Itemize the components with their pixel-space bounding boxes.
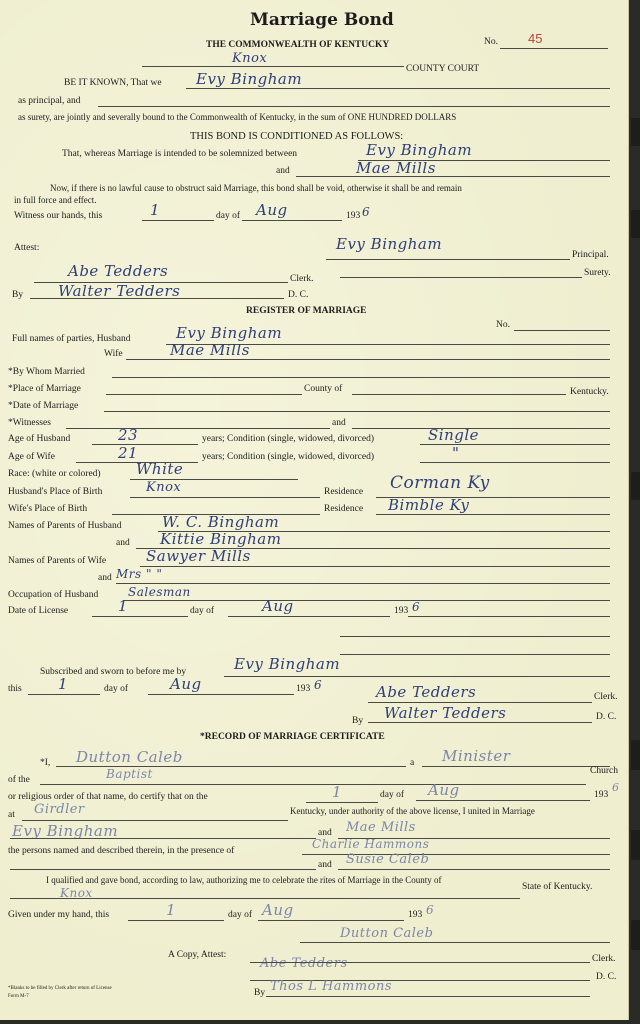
years-condition-label-2: years; Condition (single, widowed, divorced) xyxy=(202,452,375,462)
cert-and2-label: and xyxy=(318,860,332,870)
bond-number: 45 xyxy=(528,31,543,46)
officiant-signature: Dutton Caleb xyxy=(340,926,434,941)
groom-handwritten: Evy Bingham xyxy=(12,822,119,840)
bond-month-handwritten: Aug xyxy=(256,201,288,219)
given-year-handwritten: 6 xyxy=(426,903,435,917)
bond-dc-signature: Walter Tedders xyxy=(58,282,181,300)
form-number: Form M-7 xyxy=(8,994,29,999)
witness1-handwritten: Charlie Hammons xyxy=(312,837,430,851)
witness-text: Witness our hands, this xyxy=(14,211,103,221)
register-heading: REGISTER OF MARRIAGE xyxy=(246,306,367,316)
bond-year-handwritten: 6 xyxy=(362,205,371,219)
bond-year-prefix: 193 xyxy=(346,211,361,221)
copy-clerk-label: Clerk. xyxy=(592,954,616,964)
subscribed-text: Subscribed and sworn to before me by xyxy=(40,667,187,677)
bond-and-label: and xyxy=(276,166,290,176)
county-court-label: COUNTY COURT xyxy=(406,64,480,74)
occupation-handwritten: Salesman xyxy=(128,585,191,599)
occupation-label: Occupation of Husband xyxy=(8,590,99,600)
footer-note: *Blanks to be filled by Clerk after return of License xyxy=(8,986,112,991)
given-month-handwritten: Aug xyxy=(262,901,294,919)
bond-clerk-signature: Abe Tedders xyxy=(68,262,169,280)
wife-residence-label: Residence xyxy=(324,504,364,514)
sworn-clerk-signature: Abe Tedders xyxy=(376,683,477,701)
wife-residence-handwritten: Bimble Ky xyxy=(388,496,470,514)
parents-wife-2-handwritten: Mrs " " xyxy=(116,567,163,581)
bond-by-label: By xyxy=(12,290,24,300)
by-whom-label: *By Whom Married xyxy=(8,367,85,377)
parents-husband-2-handwritten: Kittie Bingham xyxy=(160,530,282,548)
bond-day-handwritten: 1 xyxy=(150,201,161,219)
church-label: Church xyxy=(590,766,618,776)
age-wife-handwritten: 21 xyxy=(118,444,139,462)
kentucky-label: Kentucky. xyxy=(570,387,609,397)
surety-label: Surety. xyxy=(584,268,611,278)
sworn-by-label: By xyxy=(352,716,364,726)
parents-husband-1-handwritten: W. C. Bingham xyxy=(162,513,280,531)
wife-name-handwritten: Mae Mills xyxy=(170,341,250,359)
cert-year-handwritten: 6 xyxy=(612,781,620,794)
principal-signature: Evy Bingham xyxy=(336,235,443,253)
cert-month-handwritten: Aug xyxy=(428,781,460,799)
at-place-handwritten: Girdler xyxy=(34,802,85,817)
parents-wife-label: Names of Parents of Wife xyxy=(8,556,107,566)
minister-handwritten: Minister xyxy=(442,747,511,765)
date-license-label: Date of License xyxy=(8,606,69,616)
parents-wife-and: and xyxy=(98,573,112,583)
wife-birth-label: Wife's Place of Birth xyxy=(8,504,88,514)
copy-attest-label: A Copy, Attest: xyxy=(168,950,227,960)
date-marriage-label: *Date of Marriage xyxy=(8,401,79,411)
page-edge-tab xyxy=(631,210,640,238)
license-month-handwritten: Aug xyxy=(262,597,294,615)
kentucky-authority-text: Kentucky, under authority of the above license, I united in Marriage xyxy=(290,806,535,816)
bond-clerk-label: Clerk. xyxy=(290,274,314,284)
bride-handwritten: Mae Mills xyxy=(346,820,416,835)
race-label: Race: (white or colored) xyxy=(8,469,101,479)
license-year-prefix: 193 xyxy=(394,606,409,616)
husband-name-handwritten: Evy Bingham xyxy=(176,324,283,342)
sworn-day-of-label: day of xyxy=(104,684,129,694)
sworn-dc-label: D. C. xyxy=(596,712,617,722)
husband-birth-label: Husband's Place of Birth xyxy=(8,487,103,497)
cert-at-label: at xyxy=(8,810,15,820)
party1-handwritten: Evy Bingham xyxy=(366,141,473,159)
surety-text: as surety, are jointly and severally bound to the Commonwealth of Kentucky, in the sum of ONE HUNDRED DOLLARS xyxy=(18,112,457,122)
age-husband-label: Age of Husband xyxy=(8,434,71,444)
witnesses-and-label: and xyxy=(332,418,346,428)
page-edge-tab xyxy=(631,740,640,770)
be-it-known-text: BE IT KNOWN, That we xyxy=(64,78,162,88)
document-title: Marriage Bond xyxy=(250,10,394,30)
parents-husband-label: Names of Parents of Husband xyxy=(8,521,122,531)
principal-name-handwritten: Evy Bingham xyxy=(196,70,303,88)
attest-label: Attest: xyxy=(14,243,40,253)
sworn-day-handwritten: 1 xyxy=(58,675,69,693)
license-day-handwritten: 1 xyxy=(118,597,129,615)
page-edge-tab xyxy=(631,830,640,860)
cert-i-label: *I, xyxy=(40,758,51,768)
page-edge-tab xyxy=(631,920,640,950)
county-handwritten: Knox xyxy=(232,51,268,66)
sworn-name-handwritten: Evy Bingham xyxy=(234,655,341,673)
race-handwritten: White xyxy=(136,460,184,478)
sworn-dc-signature: Walter Tedders xyxy=(384,704,507,722)
copy-dc-signature: Thos L Hammons xyxy=(270,979,393,994)
page-edge-tab xyxy=(631,472,640,500)
husband-residence-label: Residence xyxy=(324,487,364,497)
parents-husband-and: and xyxy=(116,538,130,548)
condition-husband-handwritten: Single xyxy=(428,426,480,444)
cert-day-handwritten: 1 xyxy=(332,783,343,801)
given-day-handwritten: 1 xyxy=(166,901,177,919)
obstruct-text-1: Now, if there is no lawful cause to obstruct said Marriage, this bond shall be void, otherwise it shall be and remain xyxy=(50,183,462,193)
party2-handwritten: Mae Mills xyxy=(356,159,436,177)
whereas-text: That, whereas Marriage is intended to be solemnized between xyxy=(62,149,298,159)
witnesses-label: *Witnesses xyxy=(8,418,51,428)
religious-order-text: or religious order of that name, do certify that on the xyxy=(8,792,208,802)
county-of-label: County of xyxy=(304,384,343,394)
bond-day-of-label: day of xyxy=(216,211,241,221)
witness2-handwritten: Susie Caleb xyxy=(346,852,430,867)
conditioned-heading: THIS BOND IS CONDITIONED AS FOLLOWS: xyxy=(190,131,404,142)
cert-and-label: and xyxy=(318,828,332,838)
persons-text: the persons named and described therein, in the presence of xyxy=(8,846,235,856)
register-no-label: No. xyxy=(496,320,510,330)
given-day-of-label: day of xyxy=(228,910,253,920)
license-day-of-label: day of xyxy=(190,606,215,616)
given-text: Given under my hand, this xyxy=(8,910,110,920)
husband-birth-handwritten: Knox xyxy=(146,480,182,495)
state-kentucky-label: State of Kentucky. xyxy=(522,882,593,892)
sworn-month-handwritten: Aug xyxy=(170,675,202,693)
cert-county-handwritten: Knox xyxy=(60,886,93,900)
cert-day-of-label: day of xyxy=(380,790,405,800)
officiant-handwritten: Dutton Caleb xyxy=(76,748,183,766)
cert-of-the-label: of the xyxy=(8,775,30,785)
sworn-year-handwritten: 6 xyxy=(314,678,323,692)
wife-label: Wife xyxy=(104,349,123,359)
given-year-prefix: 193 xyxy=(408,910,423,920)
bond-no-label: No. xyxy=(484,37,498,47)
page-edge-tab xyxy=(631,118,640,146)
bond-dc-label: D. C. xyxy=(288,290,309,300)
certificate-heading: *RECORD OF MARRIAGE CERTIFICATE xyxy=(200,732,385,742)
principal-label: Principal. xyxy=(572,250,609,260)
license-year-handwritten: 6 xyxy=(412,600,421,614)
age-wife-label: Age of Wife xyxy=(8,452,55,462)
sworn-clerk-label: Clerk. xyxy=(594,692,618,702)
as-principal-text: as principal, and xyxy=(18,96,81,106)
copy-by-label: By xyxy=(254,988,266,998)
commonwealth-heading: THE COMMONWEALTH OF KENTUCKY xyxy=(206,40,390,50)
years-condition-label-1: years; Condition (single, widowed, divorced) xyxy=(202,434,375,444)
parents-wife-1-handwritten: Sawyer Mills xyxy=(146,547,251,565)
church-handwritten: Baptist xyxy=(106,767,153,781)
condition-wife-handwritten: " xyxy=(452,444,460,462)
full-names-label: Full names of parties, Husband xyxy=(12,334,131,344)
sworn-year-prefix: 193 xyxy=(296,684,311,694)
obstruct-text-2: in full force and effect. xyxy=(14,195,97,205)
cert-a-label: a xyxy=(410,758,415,768)
age-husband-handwritten: 23 xyxy=(118,426,139,444)
qualified-text: I qualified and gave bond, according to law, authorizing me to celebrate the rites of Marriage in the County of xyxy=(46,875,442,885)
cert-year-prefix: 193 xyxy=(594,790,609,800)
sworn-this-label: this xyxy=(8,684,22,694)
place-label: *Place of Marriage xyxy=(8,384,81,394)
husband-residence-handwritten: Corman Ky xyxy=(390,473,490,493)
copy-dc-label: D. C. xyxy=(596,972,617,982)
copy-clerk-signature: Abe Tedders xyxy=(260,956,348,971)
